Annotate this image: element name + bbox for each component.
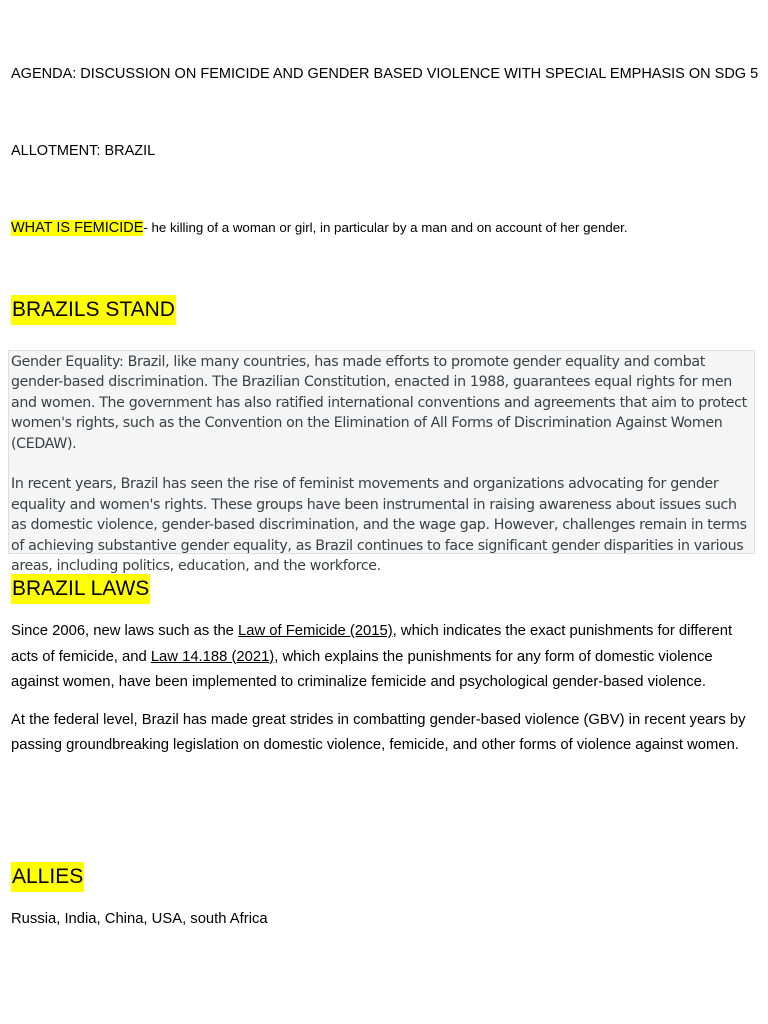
laws-heading-wrap [11,574,150,604]
stand-quote-block [8,350,755,575]
laws-text: Since 2006, new laws such as the [11,623,239,639]
allies-heading: ALLIES [11,862,84,892]
laws-paragraph-1 [11,619,756,696]
law-14188-link[interactable]: Law 14.188 (2021) [150,648,275,665]
agenda-line: AGENDA: DISCUSSION ON FEMICIDE AND GENDER BASED VIOLENCE WITH SPECIAL EMPHASIS ON SDG 5 [11,66,759,82]
laws-text: , which explains the punishments for any form of domestic violence against women, have been implemented to criminalize femicide and psychological gender-based violence. [11,648,713,690]
femicide-definition: - he killing of a woman or girl, in particular by a man and on account of her gender. [143,220,628,235]
allotment-line: ALLOTMENT: BRAZIL [11,143,156,159]
allies-heading-wrap [11,862,84,892]
femicide-definition-line [11,220,628,236]
laws-section [11,619,756,771]
laws-text: , which indicates the exact punishments for different acts of femicide, and [11,623,733,665]
allies-list: Russia, India, China, USA, south Africa [11,911,268,927]
stand-heading: BRAZILS STAND [11,295,176,325]
femicide-term: WHAT IS FEMICIDE [11,220,144,236]
laws-paragraph-2: At the federal level, Brazil has made great strides in combatting gender-based violence (GBV) in recent years by passing groundbreaking legislation on domestic violence, femicide, and other forms of violence against women. [11,711,746,753]
laws-heading: BRAZIL LAWS [11,574,150,604]
stand-paragraph: In recent years, Brazil has seen the rise of feminist movements and organizations advocating for gender equality and women's rights. These groups have been instrumental in raising awareness about issues such as domestic violence, gender-based discrimination, and the wage gap. However, challenges remain in terms of achieving substantive gender equality, as Brazil continues to face significant gender disparities in various areas, including politics, education, and the workforce. [11,476,747,575]
stand-heading-wrap [11,295,176,325]
law-of-femicide-link[interactable]: Law of Femicide (2015) [238,623,393,639]
stand-paragraph: Gender Equality: Brazil, like many countries, has made efforts to promote gender equality and combat gender-based discrimination. The Brazilian Constitution, enacted in 1988, guarantees equal rights for men and women. The government has also ratified international conventions and agreements that aim to protect women's rights, such as the Convention on the Elimination of All Forms of Discrimination Against Women (CEDAW). [11,354,747,452]
